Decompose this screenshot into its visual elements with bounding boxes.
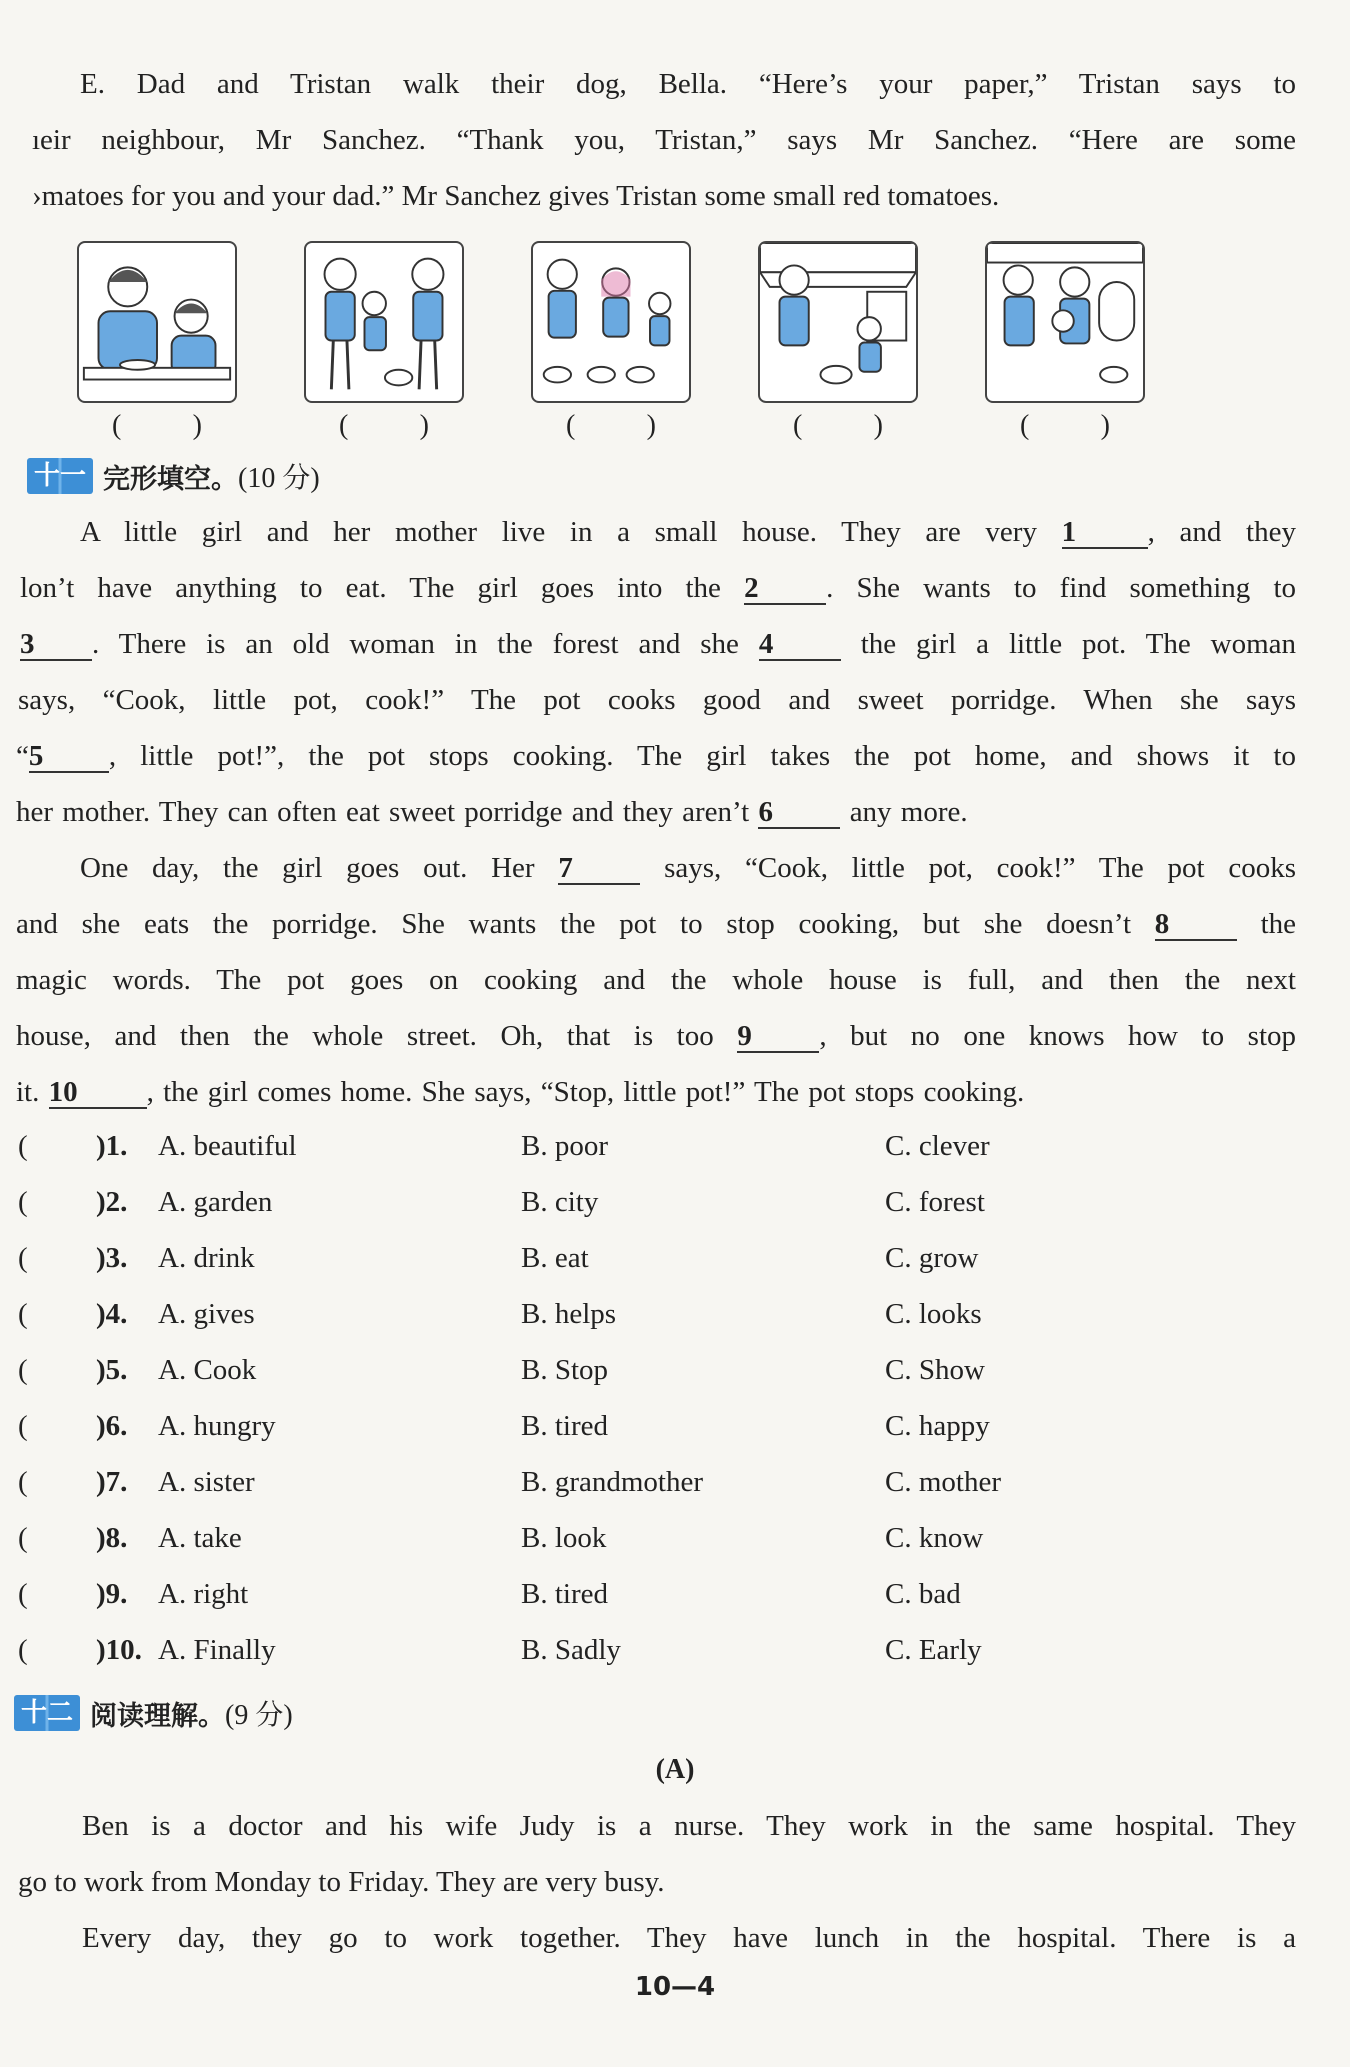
answer-paren-open[interactable]: (	[18, 1354, 28, 1386]
option-b[interactable]: B. Stop	[521, 1354, 609, 1386]
picture-5	[985, 241, 1145, 403]
question-number: )5.	[96, 1354, 128, 1386]
answer-paren-open[interactable]: (	[18, 1466, 28, 1498]
option-c[interactable]: C. know	[885, 1522, 984, 1554]
answer-paren-open[interactable]: (	[18, 1298, 28, 1330]
cloze-blank-6[interactable]: 6	[758, 797, 840, 829]
option-c[interactable]: C. mother	[885, 1466, 1001, 1498]
option-a[interactable]: A. right	[158, 1578, 249, 1610]
option-c[interactable]: C. grow	[885, 1242, 979, 1274]
option-a[interactable]: A. Finally	[158, 1634, 276, 1666]
cloze-question-3	[0, 1242, 1350, 1282]
cloze-question-1	[0, 1130, 1350, 1170]
picture-4	[758, 241, 918, 403]
answer-paren-open[interactable]: (	[18, 1410, 28, 1442]
cloze-question-4	[0, 1298, 1350, 1338]
question-number: )1.	[96, 1130, 128, 1162]
cloze-line-1: A little girl and her mother live in a small house. They are very 1 , and they	[80, 516, 1296, 548]
answer-paren-3[interactable]: ( )	[566, 410, 656, 441]
option-a[interactable]: A. drink	[158, 1242, 255, 1274]
cloze-line-8: and she eats the porridge. She wants the pot to stop cooking, but she doesn’t 8 the	[16, 908, 1296, 940]
question-number: )10.	[96, 1634, 142, 1666]
option-a[interactable]: A. hungry	[158, 1410, 276, 1442]
option-b[interactable]: B. helps	[521, 1298, 617, 1330]
reading-line-1: Ben is a doctor and his wife Judy is a nurse. They work in the same hospital. They	[82, 1810, 1296, 1842]
question-number: )2.	[96, 1186, 128, 1218]
cloze-question-6	[0, 1410, 1350, 1450]
cloze-question-9	[0, 1578, 1350, 1618]
section-12-badge: 十二	[14, 1695, 80, 1731]
option-b[interactable]: B. tired	[521, 1578, 608, 1610]
passage-e-line-2: ıeir neighbour, Mr Sanchez. “Thank you, Tristan,” says Mr Sanchez. “Here are some	[32, 124, 1296, 156]
option-b[interactable]: B. look	[521, 1522, 607, 1554]
passage-e-line-1: E. Dad and Tristan walk their dog, Bella. “Here’s your paper,” Tristan says to	[80, 68, 1296, 100]
reading-line-2: go to work from Monday to Friday. They are very busy.	[18, 1866, 665, 1898]
question-number: )7.	[96, 1466, 128, 1498]
option-a[interactable]: A. beautiful	[158, 1130, 297, 1162]
option-c[interactable]: C. Show	[885, 1354, 985, 1386]
option-a[interactable]: A. take	[158, 1522, 242, 1554]
option-c[interactable]: C. looks	[885, 1298, 982, 1330]
cloze-line-9: magic words. The pot goes on cooking and the whole house is full, and then the next	[16, 964, 1296, 996]
answer-paren-open[interactable]: (	[18, 1186, 28, 1218]
option-c[interactable]: C. clever	[885, 1130, 990, 1162]
cloze-question-8	[0, 1522, 1350, 1562]
passage-e-line-3: ›matoes for you and your dad.” Mr Sanchez gives Tristan some small red tomatoes.	[32, 180, 1000, 212]
section-12-points: (9 分)	[225, 1700, 293, 1731]
option-a[interactable]: A. sister	[158, 1466, 255, 1498]
cloze-blank-10[interactable]: 10	[49, 1077, 147, 1109]
option-c[interactable]: C. forest	[885, 1186, 985, 1218]
page-number: 10—4	[634, 1972, 716, 2002]
option-b[interactable]: B. city	[521, 1186, 599, 1218]
cloze-blank-3[interactable]: 3	[20, 629, 92, 661]
cloze-blank-9[interactable]: 9	[737, 1021, 819, 1053]
cloze-line-2: lon’t have anything to eat. The girl goes into the 2 . She wants to find something to	[20, 572, 1297, 604]
section-11-badge: 十一	[27, 458, 93, 494]
answer-paren-open[interactable]: (	[18, 1578, 28, 1610]
picture-2	[304, 241, 464, 403]
question-number: )4.	[96, 1298, 128, 1330]
section-12-title: 阅读理解。	[90, 1700, 225, 1732]
cloze-question-5	[0, 1354, 1350, 1394]
question-number: )9.	[96, 1578, 128, 1610]
cloze-blank-2[interactable]: 2	[744, 573, 826, 605]
answer-paren-4[interactable]: ( )	[793, 410, 883, 441]
cloze-blank-7[interactable]: 7	[558, 853, 640, 885]
option-b[interactable]: B. eat	[521, 1242, 589, 1274]
section-12-heading	[14, 1693, 293, 1733]
family-with-dogs-icon	[533, 243, 689, 401]
answer-paren-5[interactable]: ( )	[1020, 410, 1110, 441]
cloze-blank-8[interactable]: 8	[1155, 909, 1237, 941]
family-at-door-icon	[987, 243, 1143, 401]
question-number: )3.	[96, 1242, 128, 1274]
dad-boy-neighbour-icon	[306, 243, 462, 401]
option-b[interactable]: B. tired	[521, 1410, 608, 1442]
cloze-question-7	[0, 1466, 1350, 1506]
cloze-line-10: house, and then the whole street. Oh, that is too 9 , but no one knows how to stop	[16, 1020, 1297, 1052]
reading-part-a: (A)	[655, 1754, 695, 1785]
breakfast-scene-icon	[79, 243, 235, 401]
question-number: )8.	[96, 1522, 128, 1554]
cloze-line-7: One day, the girl goes out. Her 7 says, “Cook, little pot, cook!” The pot cooks	[80, 852, 1296, 884]
option-c[interactable]: C. bad	[885, 1578, 961, 1610]
cloze-line-6: her mother. They can often eat sweet porridge and they aren’t 6 any more.	[16, 796, 968, 828]
cloze-line-5: “5 , little pot!”, the pot stops cooking. The girl takes the pot home, and shows it to	[16, 740, 1296, 772]
answer-paren-1[interactable]: ( )	[112, 410, 202, 441]
reading-line-3: Every day, they go to work together. They have lunch in the hospital. There is a	[82, 1922, 1296, 1954]
section-11-title: 完形填空。	[103, 463, 238, 495]
answer-paren-open[interactable]: (	[18, 1634, 28, 1666]
option-b[interactable]: B. grandmother	[521, 1466, 704, 1498]
option-a[interactable]: A. Cook	[158, 1354, 257, 1386]
cloze-question-2	[0, 1186, 1350, 1226]
answer-paren-2[interactable]: ( )	[339, 410, 429, 441]
answer-paren-open[interactable]: (	[18, 1242, 28, 1274]
answer-paren-open[interactable]: (	[18, 1130, 28, 1162]
question-number: )6.	[96, 1410, 128, 1442]
option-c[interactable]: C. happy	[885, 1410, 990, 1442]
answer-paren-open[interactable]: (	[18, 1522, 28, 1554]
picture-3	[531, 241, 691, 403]
cloze-line-3: 3 . There is an old woman in the forest and she 4 the girl a little pot. The woman	[20, 628, 1297, 660]
option-c[interactable]: C. Early	[885, 1634, 982, 1666]
cloze-line-11: it. 10 , the girl comes home. She says, “Stop, little pot!” The pot stops cooking.	[16, 1076, 1025, 1108]
cloze-line-4: says, “Cook, little pot, cook!” The pot cooks good and sweet porridge. When she says	[18, 684, 1296, 716]
section-11-heading	[27, 456, 320, 496]
cloze-blank-4[interactable]: 4	[759, 629, 841, 661]
option-b[interactable]: B. Sadly	[521, 1634, 621, 1666]
cloze-blank-1[interactable]: 1	[1062, 517, 1148, 549]
shop-street-icon	[760, 243, 916, 401]
cloze-blank-5[interactable]: 5	[29, 741, 109, 773]
picture-1	[77, 241, 237, 403]
option-a[interactable]: A. gives	[158, 1298, 255, 1330]
option-b[interactable]: B. poor	[521, 1130, 608, 1162]
section-11-points: (10 分)	[238, 463, 320, 494]
cloze-question-10	[0, 1634, 1350, 1674]
option-a[interactable]: A. garden	[158, 1186, 273, 1218]
